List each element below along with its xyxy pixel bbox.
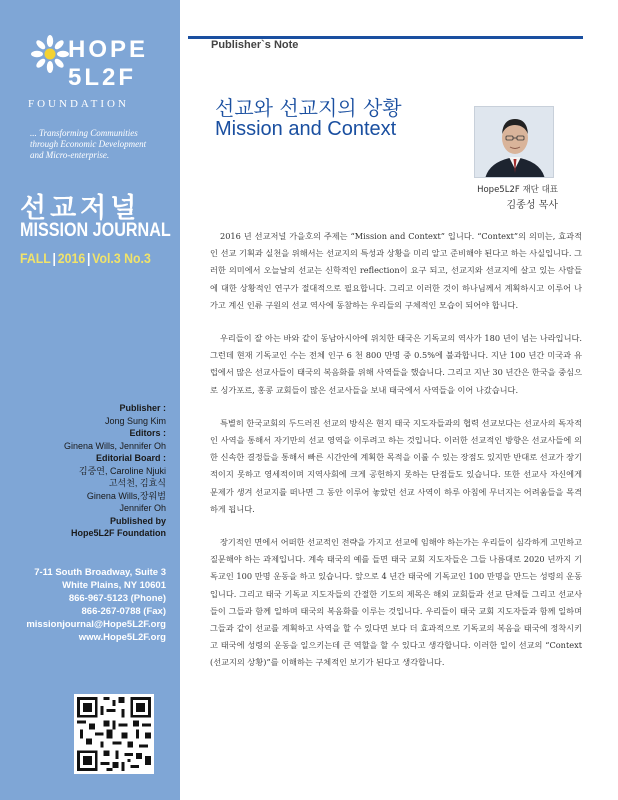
editorial-board-member: Ginena Wills,장워범: [86, 490, 166, 501]
phone-number: 866-967-5123 (Phone): [68, 593, 166, 604]
article-page: [188, 0, 618, 800]
logo-text-hope: HOPE: [68, 36, 149, 63]
journal-issue-info: FALL | 2016 | Vol.3 No.3: [20, 250, 151, 266]
foundation-logo: [22, 30, 172, 120]
contact-address: [6, 566, 166, 644]
sidebar: [0, 0, 180, 800]
issue-season: FALL: [20, 250, 51, 266]
issue-year: 2016: [57, 250, 86, 266]
daisy-flower-icon: [30, 34, 70, 74]
author-photo: [474, 106, 554, 178]
editorial-board-member: Jennifer Oh: [119, 503, 166, 513]
masthead-credits: [6, 402, 166, 540]
foundation-tagline: [30, 128, 175, 161]
author-portrait-icon: [475, 107, 554, 178]
editors-label: Editors :: [129, 428, 166, 438]
article-body: [210, 228, 582, 688]
article-title-english: Mission and Context: [215, 118, 397, 140]
journal-title-english: MISSION JOURNAL: [20, 220, 171, 241]
article-paragraph: 장기적인 면에서 어떠한 선교적인 전략을 가지고 선교에 임해야 하는가는 우리들이 심각하게 고민하고 질문해야 하는 과제입니다. 계속 태국의 예를 들면 태국 교회 지도자들은 그들 나름대로 2020 년까지 기독교인 100 만명 운동을 하고 있습니다. 앞으로 4 년간 태국에 기독교인 100 만명을 만드는 성령의 운동입니다. 그리고 태국 기독교 지도자들의 간절한 기도의 제목은 해외 교회들과 선교 단체들 그리고 선교사들이 그들과 함께 일하며 태국의 복음화를 이루는 것입니다. 우리들이 태국 교회 지도자들과 함께 일하며 그들과 같이 선교를 계획하고 사역을 할 수 있다면 보다 더 효과적으로 기독교의 복음을 태국에 정착시키고 태국에 성령의 운동을 일으키는데 큰 역할을 할 수 있다고 생각합니다. 이러한 일이 선교의 “Context (선교지의 상황)”를 이해하는 구체적인 보기가 된다고 생각합니다.: [210, 537, 582, 668]
journal-title-korean: 선교저널: [20, 193, 141, 224]
published-by-name: Hope5L2F Foundation: [71, 528, 166, 538]
tagline-line: through Economic Development: [30, 139, 147, 149]
article-paragraph: 특별히 한국교회의 두드러진 선교의 방식은 현지 태국 지도자들과의 협력 선교보다는 선교사의 독자적인 사역을 통해서 자기만의 선교 영역을 이루려고 하는 것입니다. 이러한 선교적인 방향은 선교사들에 의한 신속한 결정들을 통해서 빠른 시간안에 계획한 목적을 이룰 수 있는 장점도 있지만 반대로 선교가 장기적이지 못하고 영세적이며 지역사회에 크게 공헌하지 못하는 단점들도 있습니다. 또한 선교사 자신에게 문제가 생겨 선교지를 떠나면 그 동안 이루어 놓았던 선교 사역이 하루 아침에 무너지는 어려움들을 목격하게 됩니다.: [210, 417, 582, 514]
tagline-line: ... Transforming Communities: [30, 128, 138, 138]
author-name: 김종성 목사: [506, 200, 558, 211]
address-street: 7-11 South Broadway, Suite 3: [34, 567, 166, 578]
issue-volume: Vol.3 No.3: [92, 250, 151, 266]
publisher-label: Publisher :: [119, 403, 166, 413]
qr-code-icon: [77, 697, 151, 771]
email-link[interactable]: missionjournal@Hope5L2F.org: [26, 619, 166, 630]
article-title-korean: 선교와 선교지의 상황: [215, 96, 402, 120]
tagline-line: and Micro-enterprise.: [30, 150, 110, 160]
logo-text-5l2f: 5L2F: [68, 64, 137, 91]
published-by-label: Published by: [109, 515, 166, 526]
editors-names: Ginena Wills, Jennifer Oh: [63, 440, 166, 451]
qr-code[interactable]: [74, 694, 154, 774]
website-link[interactable]: www.Hope5L2F.org: [78, 632, 166, 643]
address-city: White Plains, NY 10601: [62, 580, 166, 591]
article-paragraph: 2016 년 선교저널 가을호의 주제는 “Mission and Context” 입니다. “Context”의 의미는, 효과적인 선교 기획과 실천을 위해서는 선교지의 특성과 상황을 미리 알고 준비해야 된다고 하는 사실입니다. 그러한 의미에서 오늘날의 선교는 신학적인 reflection이 요구 되고, 선교지와 선교지에 살고 있는 사람들에 대한 상황적인 연구가 절대적으로 필요합니다. 그리고 이러한 것이 하나님께서 계획하시고 이루어 나가고 계신 인류 구원의 선교 역사에 동참하는 우리들의 구체적인 모습이 되어야 합니다.: [210, 231, 582, 310]
author-role: Hope5L2F 재단 대표: [477, 185, 558, 195]
fax-number: 866-267-0788 (Fax): [81, 606, 166, 617]
editorial-board-member: 김중연, Caroline Njuki: [78, 465, 166, 476]
section-label: Publisher`s Note: [211, 39, 299, 51]
publisher-name: Jong Sung Kim: [104, 415, 166, 426]
editorial-board-label: Editorial Board :: [95, 453, 166, 463]
editorial-board-member: 고석천, 김효식: [108, 478, 166, 488]
logo-text-foundation: FOUNDATION: [28, 98, 129, 110]
article-paragraph: 우리들이 잘 아는 바와 같이 동남아시아에 위치한 태국은 기독교의 역사가 180 년이 넘는 나라입니다. 그런데 현재 기독교인 수는 전체 인구 6 천 800 만명 중 0.5%에 불과합니다. 지난 100 년간 미국과 유럽에서 많은 선교사들이 태국의 복음화를 위해 사역들을 했습니다. 그리고 지난 30 년간은 한국을 중심으로 싱가포르, 홍콩 교회들이 많은 선교사들을 보내 태국에서 사역들을 이어 나갔습니다.: [210, 333, 582, 395]
